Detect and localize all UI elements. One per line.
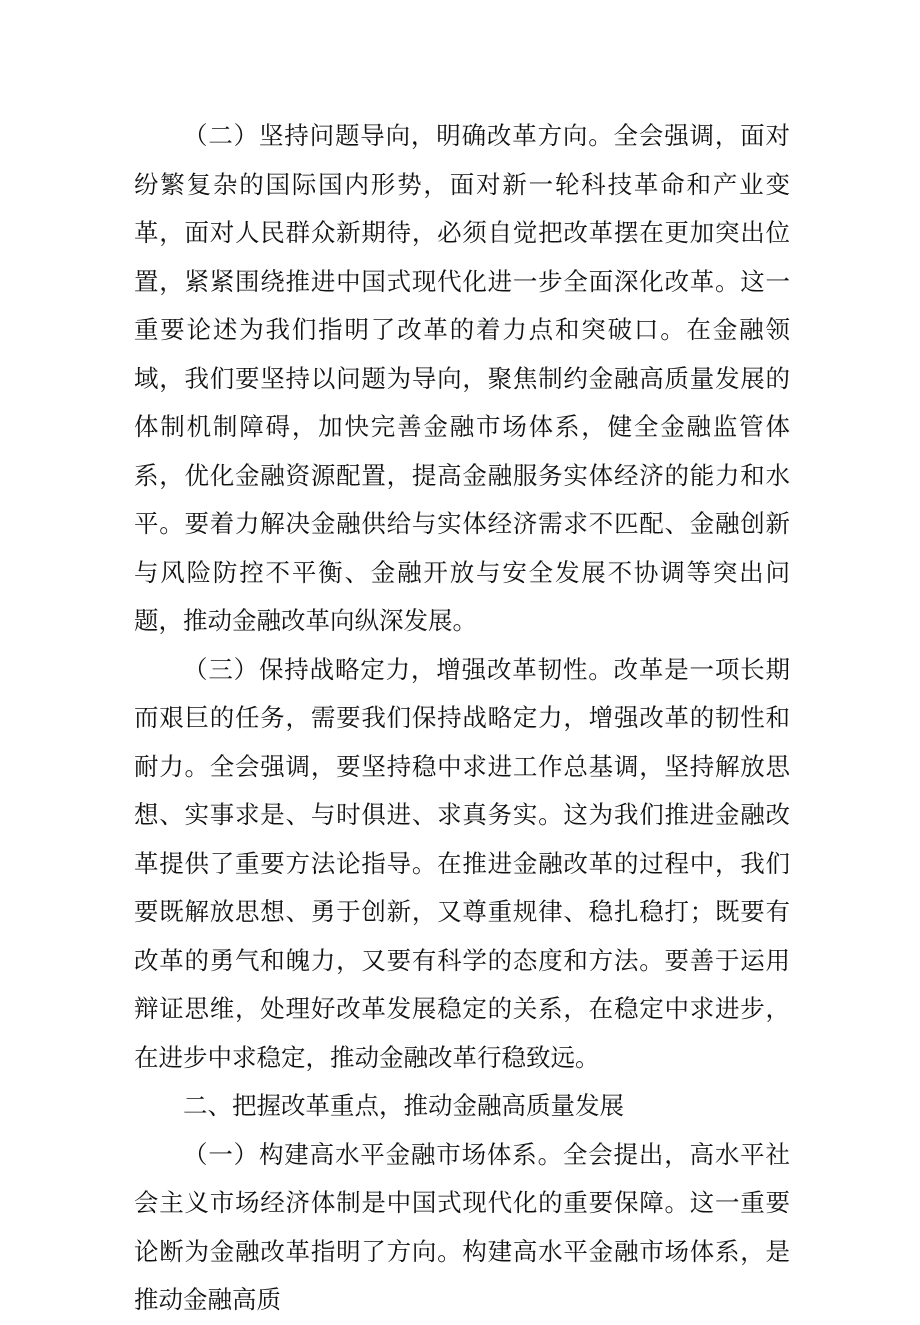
document-page [134,112,790,1325]
section-heading-2: 二、把握改革重点，推动金融高质量发展 [183,1091,624,1120]
paragraph-section-2-2: （二）坚持问题导向，明确改革方向。全会强调，面对纷繁复杂的国际国内形势，面对新一轮科技革命和产业变革，面对人民群众新期待，必须自觉把改革摆在更加突出位置，紧紧围绕推进中国式现代化进一步全面深化改革。这一重要论述为我们指明了改革的着力点和突破口。在金融领域，我们要坚持以问题为导向，聚焦制约金融高质量发展的体制机制障碍，加快完善金融市场体系，健全金融监管体系，优化金融资源配置，提高金融服务实体经济的能力和水平。要着力解决金融供给与实体经济需求不匹配、金融创新与风险防控不平衡、金融开放与安全发展不协调等突出问题，推动金融改革向纵深发展。 [134,121,790,635]
paragraph-section-3-1: （一）构建高水平金融市场体系。全会提出，高水平社会主义市场经济体制是中国式现代化的重要保障。这一重要论断为金融改革指明了方向。构建高水平金融市场体系，是推动金融高质 [134,1139,790,1314]
paragraph-section-2-3: （三）保持战略定力，增强改革韧性。改革是一项长期而艰巨的任务，需要我们保持战略定力，增强改革的韧性和耐力。全会强调，要坚持稳中求进工作总基调，坚持解放思想、实事求是、与时俱进、求真务实。这为我们推进金融改革提供了重要方法论指导。在推进金融改革的过程中，我们要既解放思想、勇于创新，又尊重规律、稳扎稳打；既要有改革的勇气和魄力，又要有科学的态度和方法。要善于运用辩证思维，处理好改革发展稳定的关系，在稳定中求进步，在进步中求稳定，推动金融改革行稳致远。 [134,654,790,1072]
